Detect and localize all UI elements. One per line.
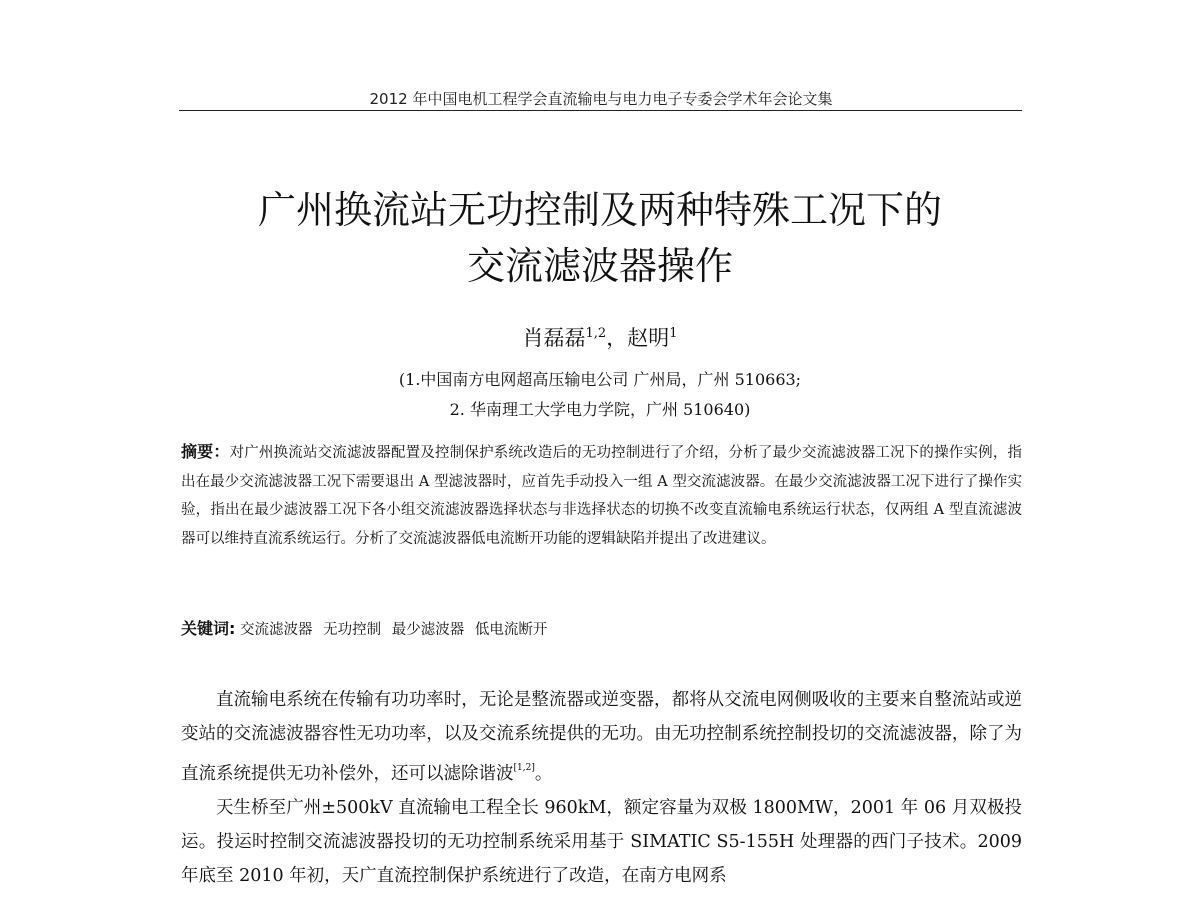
keyword: 最少滤波器 <box>391 622 465 638</box>
keywords-label: 关键词: <box>181 619 236 638</box>
body-text <box>181 683 1022 893</box>
paper-title <box>150 182 1050 294</box>
author-separator: ， <box>606 326 628 350</box>
author-name: 赵明 <box>627 326 670 350</box>
keyword: 交流滤波器 <box>240 622 313 638</box>
affiliation-line-1: (1.中国南方电网超高压输电公司 广州局，广州 510663; <box>398 370 802 389</box>
abstract-text: 对广州换流站交流滤波器配置及控制保护系统改造后的无功控制进行了介绍，分析了最少交流滤波器工况下的操作实例，指出在最少交流滤波器工况下需要退出 A 型滤波器时，应首先手动投入一组 A 型交流滤波器。在最少交流滤波器工况下进行了操作实验，指出在最少滤波器工况下各小组交流滤波器选择状态与非选择状态的切换不改变直流输电系统运行状态，仅两组 A 型直流滤波器可以维持直流系统运行。分析了交流滤波器低电流断开功能的逻辑缺陷并提出了改进建议。 <box>181 445 1022 547</box>
keywords <box>181 616 1022 639</box>
keyword: 低电流断开 <box>474 622 548 638</box>
header-divider <box>179 110 1022 111</box>
title-line-1: 广州换流站无功控制及两种特殊工况下的 <box>257 188 942 232</box>
abstract <box>181 438 1022 553</box>
title-line-2: 交流滤波器操作 <box>466 244 733 288</box>
running-header: 2012 年中国电机工程学会直流输电与电力电子专委会学术年会论文集 <box>369 90 833 108</box>
author-name: 肖磊磊 <box>522 326 586 350</box>
author-affiliation-marker: 1,2 <box>585 326 607 341</box>
citation-marker: [1,2] <box>513 763 535 773</box>
paragraph-end: 。 <box>534 764 553 784</box>
author-affiliation-marker: 1 <box>669 326 678 341</box>
affiliation-line-2: 2. 华南理工大学电力学院，广州 510640) <box>449 400 751 419</box>
paragraph-text: 天生桥至广州±500kV 直流输电工程全长 960kM，额定容量为双极 1800MW，2001 年 06 月双极投运。投运时控制交流滤波器投切的无功控制系统采用基于 SIMATIC S5-155H 处理器的西门子技术。2009 年底至 2010 年初，天广直流控制保护系统进行了改造，在南方电网系 <box>181 798 1022 886</box>
paragraph-text: 直流输电系统在传输有功功率时，无论是整流器或逆变器，都将从交流电网侧吸收的主要来自整流站或逆变站的交流滤波器容性无功功率，以及交流系统提供的无功。由无功控制系统控制投切的交流滤波器，除了为直流系统提供无功补偿外，还可以滤除谐波 <box>181 690 1022 784</box>
abstract-label: 摘要： <box>181 442 230 461</box>
body-paragraph <box>181 683 1022 791</box>
author-list <box>150 322 1050 352</box>
keyword: 无功控制 <box>323 622 382 638</box>
body-paragraph <box>181 791 1022 893</box>
